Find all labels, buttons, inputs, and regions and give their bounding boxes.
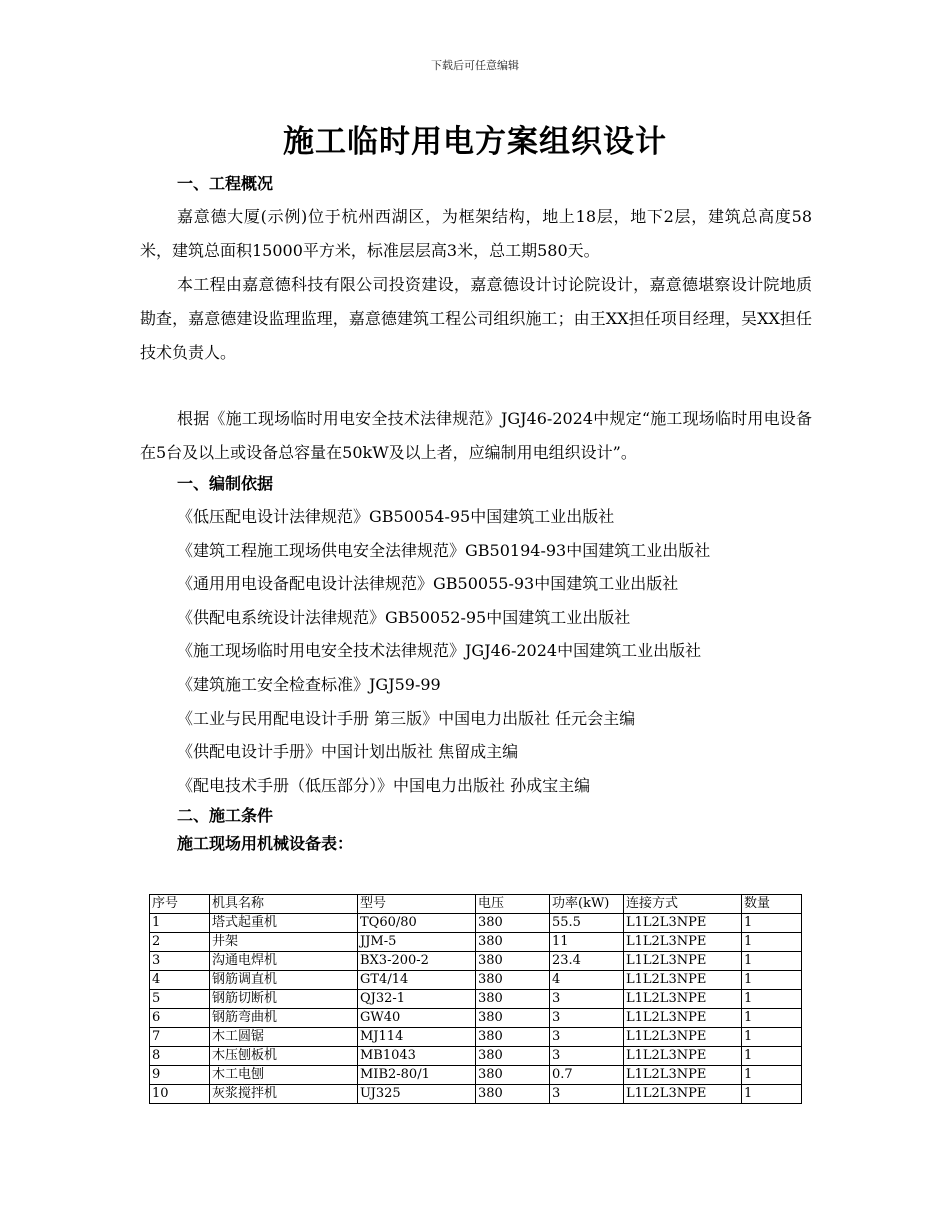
table-cell: 3 [550,1028,624,1047]
table-cell: 木工电刨 [210,1066,358,1085]
table-cell: 8 [150,1047,210,1066]
table-cell: MJ114 [358,1028,476,1047]
header-cell-voltage: 电压 [476,895,550,914]
table-cell: L1L2L3NPE [624,952,742,971]
document-body [140,170,812,860]
table-cell: 9 [150,1066,210,1085]
table-cell: 380 [476,1066,550,1085]
section-heading-conditions: 二、施工条件 [177,806,274,826]
reference-item: 《通用用电设备配电设计法律规范》GB50055-93中国建筑工业出版社 [177,574,679,594]
table-cell: MIB2-80/1 [358,1066,476,1085]
table-row [150,933,802,952]
table-cell: JJM-5 [358,933,476,952]
overview-paragraph-1: 嘉意德大厦(示例)位于杭州西湖区，为框架结构，地上18层，地下2层，建筑总高度58米，建筑总面积15000平方米，标准层层高3米，总工期580天。 [140,207,812,260]
table-cell: 1 [742,1085,802,1104]
header-note: 下载后可任意编辑 [431,59,519,72]
table-cell: 0.7 [550,1066,624,1085]
section-heading-basis: 一、编制依据 [177,474,274,493]
table-cell: QJ32-1 [358,990,476,1009]
table-cell: 380 [476,1085,550,1104]
table-cell: 钢筋调直机 [210,971,358,990]
table-cell: 1 [742,933,802,952]
table-cell: 4 [150,971,210,990]
table-cell: 1 [742,952,802,971]
table-row [150,952,802,971]
table-cell: 380 [476,933,550,952]
table-cell: 2 [150,933,210,952]
table-cell: 木工圆锯 [210,1028,358,1047]
reference-item: 《工业与民用配电设计手册 第三版》中国电力出版社 任元会主编 [177,708,636,728]
table-cell: 6 [150,1009,210,1028]
table-cell: 10 [150,1085,210,1104]
table-cell: 3 [550,1009,624,1028]
reference-item: 《低压配电设计法律规范》GB50054-95中国建筑工业出版社 [177,507,615,526]
reference-item: 《配电技术手册（低压部分）》中国电力出版社 孙成宝主编 [177,775,591,795]
table-cell: L1L2L3NPE [624,914,742,933]
table-cell: L1L2L3NPE [624,1085,742,1104]
blank-line [140,370,812,402]
table-cell: GW40 [358,1009,476,1028]
table-cell: 1 [742,990,802,1009]
table-cell: 井架 [210,933,358,952]
table-cell: 380 [476,1047,550,1066]
reference-item: 《建筑工程施工现场供电安全法律规范》GB50194-93中国建筑工业出版社 [177,540,711,560]
table-cell: 380 [476,952,550,971]
table-cell: 塔式起重机 [210,914,358,933]
table-cell: 灰浆搅拌机 [210,1085,358,1104]
table-cell: L1L2L3NPE [624,990,742,1009]
table-cell: 1 [742,914,802,933]
header-cell-index: 序号 [150,895,210,914]
table-cell: 3 [550,1085,624,1104]
table-row [150,1047,802,1066]
table-row [150,971,802,990]
table-cell: 380 [476,1009,550,1028]
table-cell: L1L2L3NPE [624,971,742,990]
table-cell: 7 [150,1028,210,1047]
table-cell: L1L2L3NPE [624,933,742,952]
header-cell-quantity: 数量 [742,895,802,914]
table-cell: 1 [742,1028,802,1047]
table-header-row [150,895,802,914]
table-cell: 1 [742,1009,802,1028]
table-cell: GT4/14 [358,971,476,990]
table-row [150,1085,802,1104]
table-cell: L1L2L3NPE [624,1009,742,1028]
table-row [150,1028,802,1047]
equipment-table-caption: 施工现场用机械设备表： [177,834,354,854]
table-cell: MB1043 [358,1047,476,1066]
table-cell: 3 [150,952,210,971]
reference-item: 《供配电系统设计法律规范》GB50052-95中国建筑工业出版社 [177,607,631,627]
table-cell: BX3-200-2 [358,952,476,971]
table-cell: 5 [150,990,210,1009]
table-cell: 4 [550,971,624,990]
table-cell: 钢筋切断机 [210,990,358,1009]
reference-item: 《供配电设计手册》中国计划出版社 焦留成主编 [177,742,519,762]
table-cell: L1L2L3NPE [624,1047,742,1066]
table-cell: 380 [476,1028,550,1047]
table-cell: 23.4 [550,952,624,971]
document-title: 施工临时用电方案组织设计 [283,124,667,160]
table-cell: 1 [150,914,210,933]
table-cell: 3 [550,990,624,1009]
table-row [150,1066,802,1085]
header-cell-name: 机具名称 [210,895,358,914]
table-cell: L1L2L3NPE [624,1028,742,1047]
overview-paragraph-2: 本工程由嘉意德科技有限公司投资建设，嘉意德设计讨论院设计，嘉意德堪察设计院地质勘查，嘉意德建设监理监理，嘉意德建筑工程公司组织施工；由王XX担任项目经理，吴XX担任技术负责人。 [140,275,812,362]
table-cell: 1 [742,1047,802,1066]
table-cell: 380 [476,971,550,990]
table-cell: 55.5 [550,914,624,933]
table-cell: 380 [476,914,550,933]
table-cell: TQ60/80 [358,914,476,933]
table-cell: L1L2L3NPE [624,1066,742,1085]
section-heading-overview: 一、工程概况 [177,174,274,193]
overview-paragraph-3: 根据《施工现场临时用电安全技术法律规范》JGJ46-2024中规定“施工现场临时用电设备在5台及以上或设备总容量在50kW及以上者，应编制用电组织设计”。 [140,409,812,462]
table-row [150,1009,802,1028]
table-cell: 380 [476,990,550,1009]
table-row [150,990,802,1009]
header-cell-model: 型号 [358,895,476,914]
table-cell: 钢筋弯曲机 [210,1009,358,1028]
header-cell-power: 功率(kW) [550,895,624,914]
reference-list [140,500,812,802]
equipment-table [149,894,802,1104]
table-cell: 木压刨板机 [210,1047,358,1066]
table-cell: UJ325 [358,1085,476,1104]
table-cell: 沟通电焊机 [210,952,358,971]
table-cell: 1 [742,971,802,990]
table-cell: 3 [550,1047,624,1066]
table-row [150,914,802,933]
table-cell: 11 [550,933,624,952]
header-cell-connection: 连接方式 [624,895,742,914]
reference-item: 《施工现场临时用电安全技术法律规范》JGJ46-2024中国建筑工业出版社 [177,641,702,661]
reference-item: 《建筑施工安全检查标准》JGJ59-99 [177,674,441,694]
table-cell: 1 [742,1066,802,1085]
